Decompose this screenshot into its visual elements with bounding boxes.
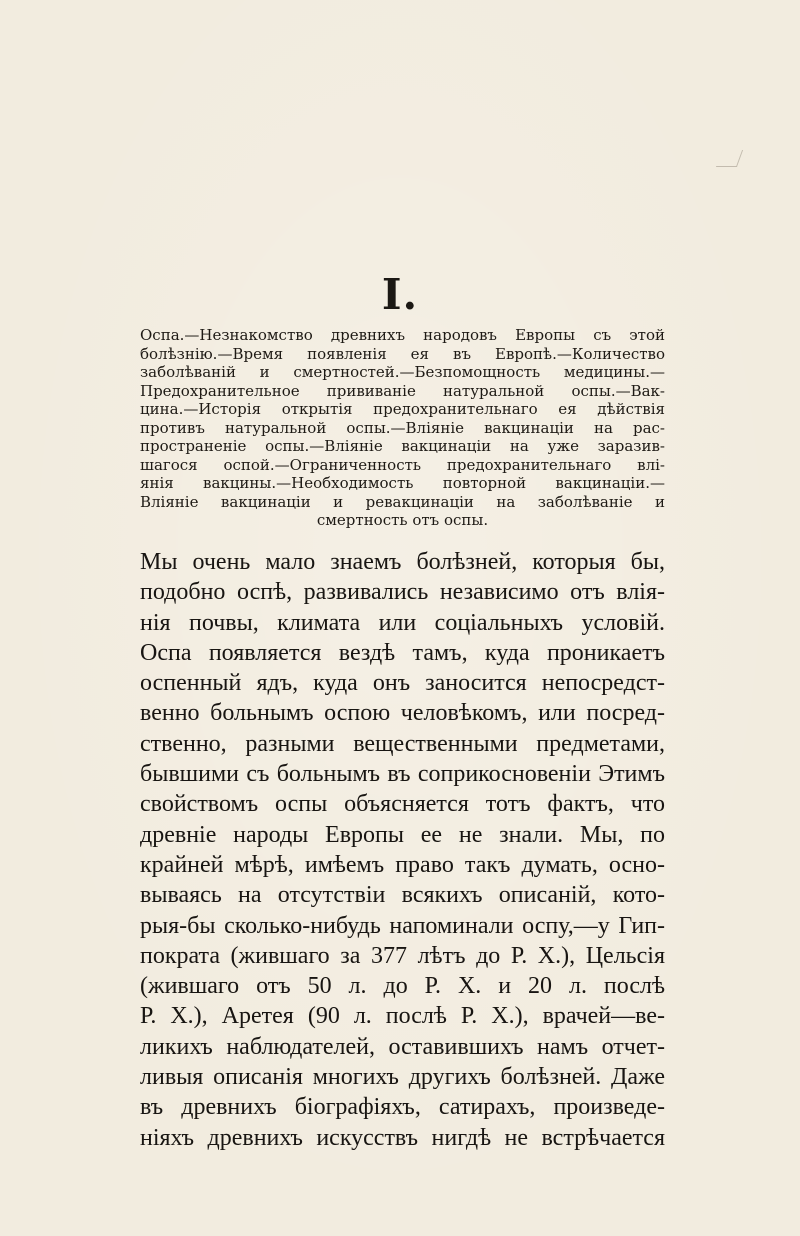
body-line: бывшими съ больнымъ въ соприкосновеніи Этимъ bbox=[140, 761, 665, 788]
body-line: Р. Х.), Аретея (90 л. послѣ Р. Х.), врачей—ве- bbox=[140, 1003, 665, 1030]
body-line: подобно оспѣ, развивались независимо отъ влія- bbox=[140, 579, 665, 606]
body-line: рыя-бы сколько-нибудь напоминали оспу,—у Гип- bbox=[140, 912, 665, 939]
body-line: (жившаго отъ 50 л. до Р. Х. и 20 л. послѣ bbox=[140, 973, 665, 1000]
summary-line: Предохранительное прививаніе натуральной оспы.—Вак- bbox=[140, 381, 665, 400]
body-line: Оспа появляется вездѣ тамъ, куда проникаетъ bbox=[140, 639, 665, 666]
summary-line: болѣзнію.—Время появленія ея въ Европѣ.—Количество bbox=[140, 344, 665, 363]
summary-line: заболѣваній и смертностей.—Безпомощность медицины.— bbox=[140, 363, 665, 381]
chapter-summary bbox=[140, 326, 665, 530]
body-text bbox=[140, 547, 665, 1153]
body-line: венно больнымъ оспою человѣкомъ, или посред- bbox=[140, 700, 665, 727]
body-line: ственно, разными вещественными предметами, bbox=[140, 730, 665, 757]
body-line: оспенный ядъ, куда онъ заносится непосредст- bbox=[140, 670, 665, 697]
body-line: ликихъ наблюдателей, оставившихъ намъ отчет- bbox=[140, 1033, 665, 1060]
body-line: ніяхъ древнихъ искусствъ нигдѣ не встрѣчается bbox=[140, 1124, 665, 1151]
page-fold-mark bbox=[716, 150, 743, 167]
body-line: древніе народы Европы ее не знали. Мы, по bbox=[140, 821, 665, 848]
body-line: ливыя описанія многихъ другихъ болѣзней. Даже bbox=[140, 1064, 665, 1091]
summary-line: янія вакцины.—Необходимость повторной вакцинаціи.— bbox=[140, 474, 665, 492]
body-line: въ древнихъ біографіяхъ, сатирахъ, произведе- bbox=[140, 1094, 665, 1121]
summary-line: Вліяніе вакцинаціи и ревакцинаціи на заболѣваніе и bbox=[140, 492, 665, 511]
summary-line: шагося оспой.—Ограниченность предохранительнаго влі- bbox=[140, 455, 665, 474]
summary-line: смертность отъ оспы. bbox=[316, 511, 489, 529]
body-line: свойствомъ оспы объясняется тотъ фактъ, что bbox=[140, 791, 665, 818]
summary-line: противъ натуральной оспы.—Вліяніе вакцинаціи на рас- bbox=[140, 418, 665, 437]
body-line: Мы очень мало знаемъ болѣзней, которыя бы, bbox=[140, 549, 665, 575]
body-line: пократа (жившаго за 377 лѣтъ до Р. Х.), Цельсія bbox=[140, 942, 665, 969]
summary-line: цина.—Исторія открытія предохранительнаго ея дѣйствія bbox=[140, 400, 665, 418]
body-line: крайней мѣрѣ, имѣемъ право такъ думать, осно- bbox=[140, 851, 665, 878]
summary-line: Оспа.—Незнакомство древнихъ народовъ Европы съ этой bbox=[140, 326, 665, 344]
summary-line: пространеніе оспы.—Вліяніе вакцинаціи на уже заразив- bbox=[140, 437, 665, 455]
chapter-number: I. bbox=[381, 270, 419, 319]
body-line: вываясь на отсутствіи всякихъ описаній, кото- bbox=[140, 882, 665, 909]
body-line: нія почвы, климата или соціальныхъ условій. bbox=[140, 609, 665, 636]
